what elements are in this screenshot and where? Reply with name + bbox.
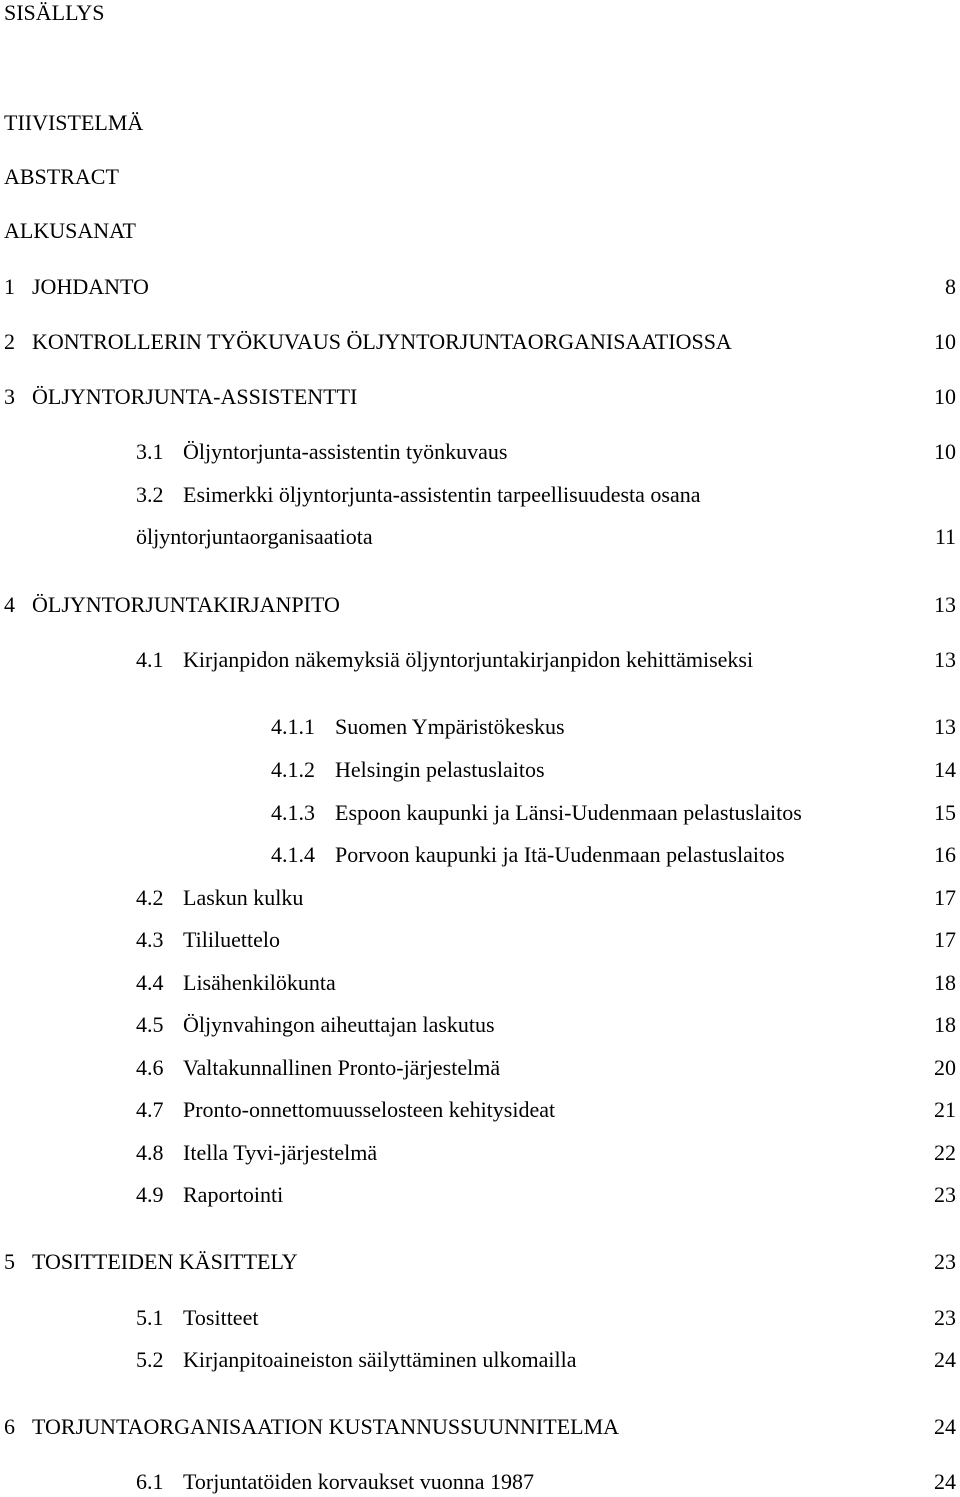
toc-entry-title: KONTROLLERIN TYÖKUVAUS ÖLJYNTORJUNTAORGANISAATIOSSA <box>32 329 732 354</box>
toc-entry-title: Esimerkki öljyntorjunta-assistentin tarpeellisuudesta osana <box>183 482 701 507</box>
toc-entry-number: 6 <box>4 1414 15 1439</box>
toc-entry-page: 10 <box>934 329 956 354</box>
toc-entry-number: 4.1 <box>136 647 164 672</box>
toc-entry-number: 4.5 <box>136 1012 164 1037</box>
toc-entry-number: 3.2 <box>136 482 164 507</box>
toc-entry-number: 4.1.4 <box>271 842 315 867</box>
toc-entry-title: Valtakunnallinen Pronto-järjestelmä <box>183 1055 501 1080</box>
toc-entry[interactable] <box>0 274 960 300</box>
toc-entry-title: Raportointi <box>183 1182 284 1207</box>
toc-entry[interactable] <box>0 842 960 868</box>
toc-entry-title: Helsingin pelastuslaitos <box>335 757 545 782</box>
toc-entry-number: 4.9 <box>136 1182 164 1207</box>
toc-entry-title: Laskun kulku <box>183 885 304 910</box>
toc-entry-title: Öljyntorjunta-assistentin työnkuvaus <box>183 439 508 464</box>
toc-entry-page: 24 <box>934 1414 956 1439</box>
toc-entry-number: 4 <box>4 592 15 617</box>
toc-entry-page: 24 <box>934 1347 956 1372</box>
toc-entry-number: 2 <box>4 329 15 354</box>
toc-entry-title: Tositteet <box>183 1305 259 1330</box>
toc-entry[interactable] <box>0 524 960 550</box>
toc-entry-title: Kirjanpidon näkemyksiä öljyntorjuntakirjanpidon kehittämiseksi <box>183 647 754 672</box>
toc-entry-number: 4.1.1 <box>271 714 315 739</box>
toc-entry-title: TORJUNTAORGANISAATION KUSTANNUSSUUNNITELMA <box>32 1414 620 1439</box>
toc-entry-number: 4.7 <box>136 1097 164 1122</box>
toc-entry[interactable] <box>0 1140 960 1166</box>
toc-entry-number: 6.1 <box>136 1469 164 1494</box>
toc-entry-title: Porvoon kaupunki ja Itä-Uudenmaan pelastuslaitos <box>335 842 785 867</box>
toc-entry-page: 10 <box>934 439 956 464</box>
toc-entry-number: 3.1 <box>136 439 164 464</box>
toc-entry-number: 4.1.3 <box>271 800 315 825</box>
toc-entry-number: 3 <box>4 384 15 409</box>
toc-entry-title: Itella Tyvi-järjestelmä <box>183 1140 378 1165</box>
toc-entry-number: 4.3 <box>136 927 164 952</box>
toc-entry[interactable] <box>0 885 960 911</box>
toc-entry[interactable] <box>0 384 960 410</box>
toc-entry-title: JOHDANTO <box>32 274 149 299</box>
toc-entry[interactable] <box>0 1305 960 1331</box>
toc-entry-number: 4.1.2 <box>271 757 315 782</box>
front-matter-abstract[interactable]: ABSTRACT <box>4 164 119 189</box>
toc-entry-number: 4.4 <box>136 970 164 995</box>
toc-entry-title: Pronto-onnettomuusselosteen kehitysideat <box>183 1097 556 1122</box>
toc-entry-page: 21 <box>934 1097 956 1122</box>
toc-entry-title: Lisähenkilökunta <box>183 970 336 995</box>
toc-entry-number: 5.1 <box>136 1305 164 1330</box>
toc-entry[interactable] <box>0 439 960 465</box>
toc-entry-page: 8 <box>945 274 956 299</box>
toc-entry-page: 18 <box>934 1012 956 1037</box>
toc-entry-number: 4.8 <box>136 1140 164 1165</box>
toc-entry-title: Tililuettelo <box>183 927 280 952</box>
toc-entry-title: ÖLJYNTORJUNTA-ASSISTENTTI <box>32 384 358 409</box>
toc-entry-page: 23 <box>934 1305 956 1330</box>
toc-entry[interactable] <box>0 800 960 826</box>
front-matter-tiivistelma[interactable]: TIIVISTELMÄ <box>4 110 144 135</box>
toc-entry-page: 23 <box>934 1182 956 1207</box>
toc-entry-page: 15 <box>934 800 956 825</box>
toc-entry[interactable] <box>0 714 960 740</box>
toc-entry-page: 13 <box>934 714 956 739</box>
toc-entry-page: 22 <box>934 1140 956 1165</box>
toc-entry-page: 17 <box>934 927 956 952</box>
toc-entry[interactable] <box>0 592 960 618</box>
toc-entry-page: 10 <box>934 384 956 409</box>
toc-entry-page: 20 <box>934 1055 956 1080</box>
front-matter-alkusanat[interactable]: ALKUSANAT <box>4 218 136 243</box>
toc-entry-page: 13 <box>934 647 956 672</box>
toc-entry-number: 1 <box>4 274 15 299</box>
toc-entry-page: 14 <box>934 757 956 782</box>
toc-entry-number: 4.2 <box>136 885 164 910</box>
toc-entry[interactable] <box>0 647 960 673</box>
toc-entry-page: 13 <box>934 592 956 617</box>
toc-entry-title: Kirjanpitoaineiston säilyttäminen ulkomailla <box>183 1347 577 1372</box>
toc-entry[interactable] <box>0 970 960 996</box>
toc-entry-page: 18 <box>934 970 956 995</box>
toc-entry-title: Öljynvahingon aiheuttajan laskutus <box>183 1012 495 1037</box>
toc-entry[interactable] <box>0 1249 960 1275</box>
toc-entry-title: öljyntorjuntaorganisaatiota <box>136 524 373 549</box>
toc-entry-number: 5.2 <box>136 1347 164 1372</box>
toc-entry-page: 11 <box>934 524 956 549</box>
toc-entry-number: 5 <box>4 1249 15 1274</box>
toc-entry-page: 23 <box>934 1249 956 1274</box>
toc-entry-title: Torjuntatöiden korvaukset vuonna 1987 <box>183 1469 535 1494</box>
toc-entry[interactable] <box>0 1469 960 1495</box>
toc-entry[interactable] <box>0 1182 960 1208</box>
toc-entry-number: 4.6 <box>136 1055 164 1080</box>
toc-entry-page: 24 <box>934 1469 956 1494</box>
toc-entry[interactable] <box>0 1097 960 1123</box>
toc-entry-title: Espoon kaupunki ja Länsi-Uudenmaan pelastuslaitos <box>335 800 802 825</box>
toc-entry-page: 16 <box>934 842 956 867</box>
toc-entry-title: Suomen Ympäristökeskus <box>335 714 565 739</box>
toc-entry[interactable] <box>0 1012 960 1038</box>
toc-entry[interactable] <box>0 329 960 355</box>
toc-entry-page: 17 <box>934 885 956 910</box>
toc-heading: SISÄLLYS <box>4 0 105 25</box>
toc-entry[interactable] <box>0 757 960 783</box>
toc-entry-title: ÖLJYNTORJUNTAKIRJANPITO <box>32 592 340 617</box>
toc-entry[interactable] <box>0 1055 960 1081</box>
toc-entry[interactable] <box>0 482 960 508</box>
toc-entry-title: TOSITTEIDEN KÄSITTELY <box>32 1249 298 1274</box>
toc-entry[interactable] <box>0 1414 960 1440</box>
toc-entry[interactable] <box>0 927 960 953</box>
toc-entry[interactable] <box>0 1347 960 1373</box>
